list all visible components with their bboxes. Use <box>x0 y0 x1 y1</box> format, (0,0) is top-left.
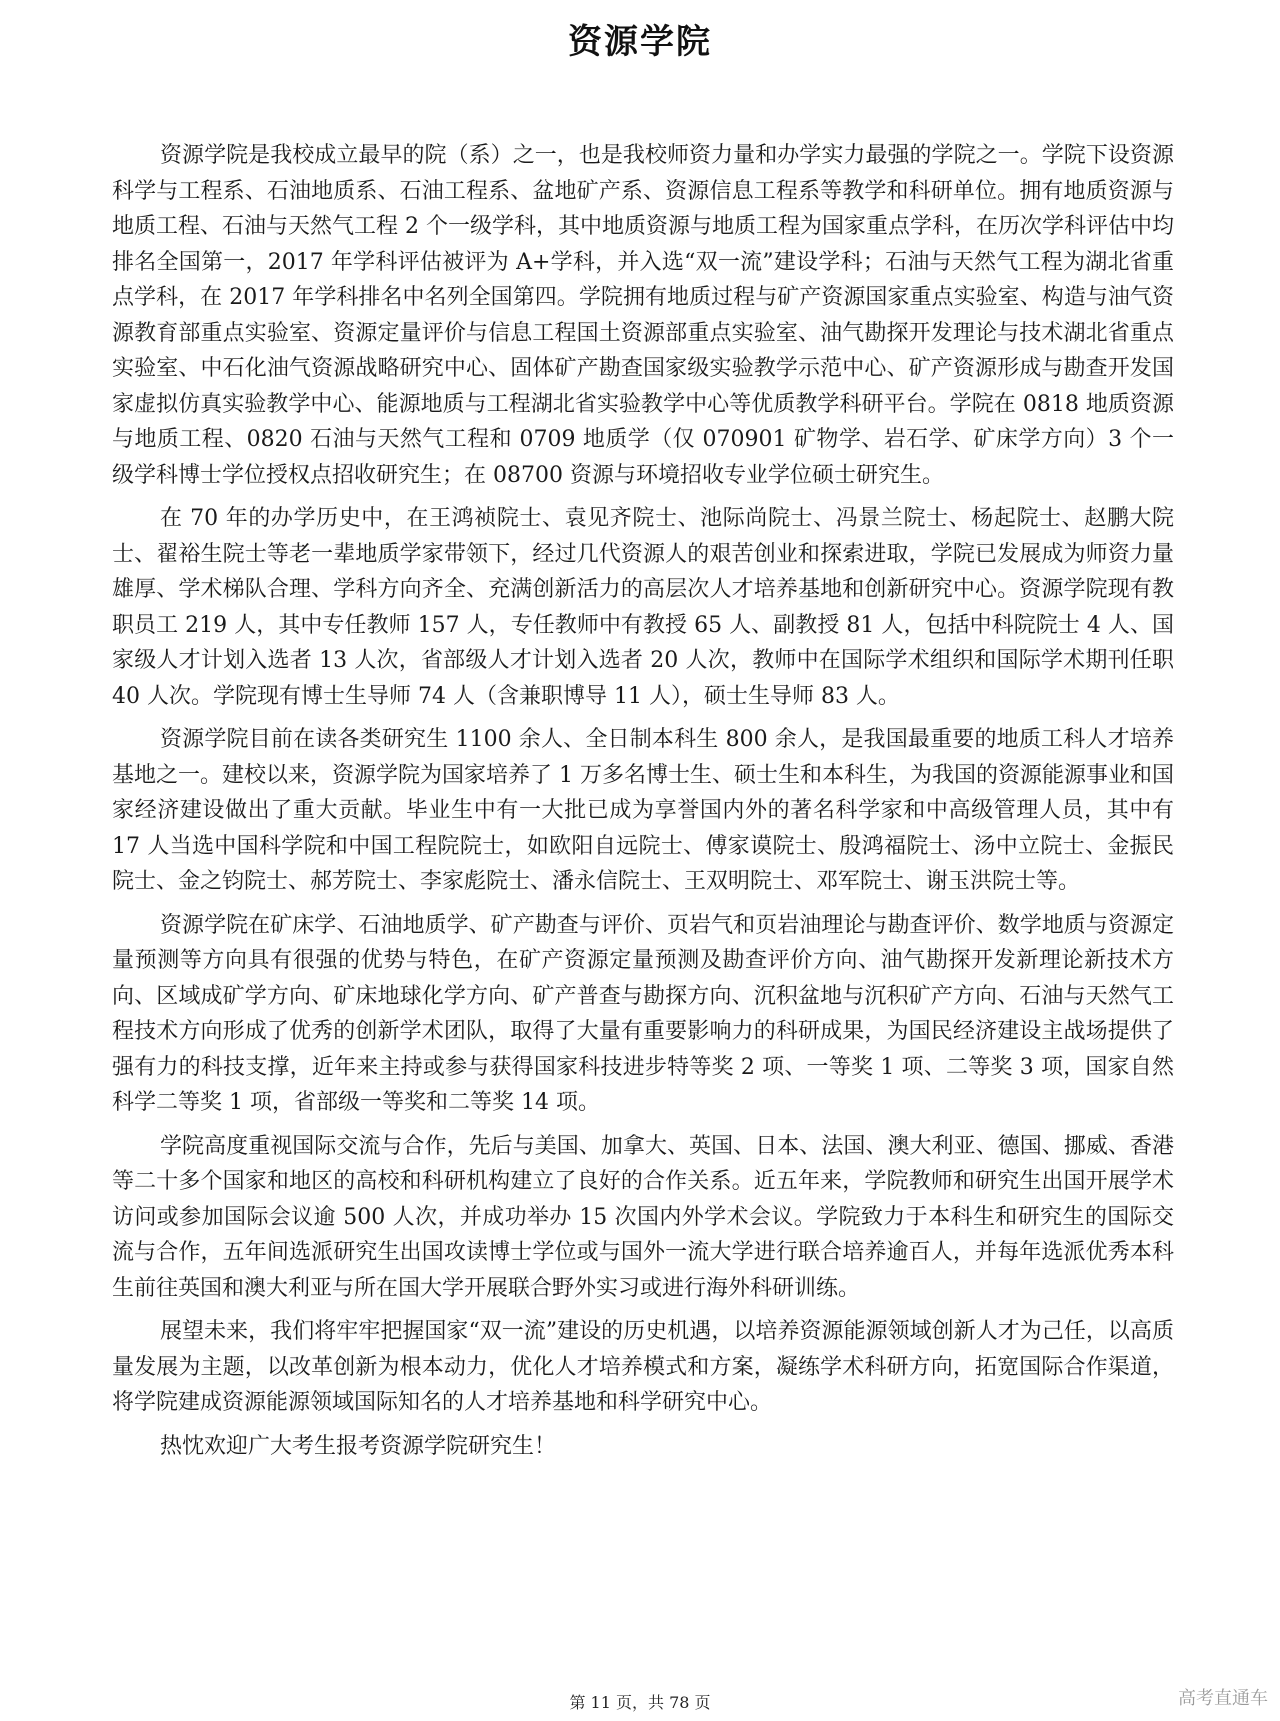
paragraph-intro: 资源学院是我校成立最早的院（系）之一，也是我校师资力量和办学实力最强的学院之一。学院下设资源科学与工程系、石油地质系、石油工程系、盆地矿产系、资源信息工程系等教学和科研单位。拥有地质资源与地质工程、石油与天然气工程 2 个一级学科，其中地质资源与地质工程为国家重点学科，在历次学科评估中均排名全国第一，2017 年学科评估被评为 A+学科，并入选“双一流”建设学科；石油与天然气工程为湖北省重点学科，在 2017 年学科排名中名列全国第四。学院拥有地质过程与矿产资源国家重点实验室、构造与油气资源教育部重点实验室、资源定量评价与信息工程国土资源部重点实验室、油气勘探开发理论与技术湖北省重点实验室、中石化油气资源战略研究中心、固体矿产勘查国家级实验教学示范中心、矿产资源形成与勘查开发国家虚拟仿真实验教学中心、能源地质与工程湖北省实验教学中心等优质教学科研平台。学院在 0818 地质资源与地质工程、0820 石油与天然气工程和 0709 地质学（仅 070901 矿物学、岩石学、矿床学方向）3 个一级学科博士学位授权点招收研究生；在 08700 资源与环境招收专业学位硕士研究生。 <box>112 143 1174 488</box>
page-footer: 第 11 页，共 78 页 <box>569 1693 711 1712</box>
paragraph-welcome: 热忱欢迎广大考生报考资源学院研究生！ <box>160 1433 557 1459</box>
page-title: 资源学院 <box>568 22 712 62</box>
paragraph-history: 在 70 年的办学历史中，在王鸿祯院士、袁见齐院士、池际尚院士、冯景兰院士、杨起院士、赵鹏大院士、翟裕生院士等老一辈地质学家带领下，经过几代资源人的艰苦创业和探索进取，学院已发展成为师资力量雄厚、学术梯队合理、学科方向齐全、充满创新活力的高层次人才培养基地和创新研究中心。资源学院现有教职员工 219 人，其中专任教师 157 人，专任教师中有教授 65 人、副教授 81 人，包括中科院院士 4 人、国家级人才计划入选者 13 人次，省部级人才计划入选者 20 人次，教师中在国际学术组织和国际学术期刊任职 40 人次。学院现有博士生导师 74 人（含兼职博导 11 人），硕士生导师 83 人。 <box>112 506 1174 709</box>
paragraph-research: 资源学院在矿床学、石油地质学、矿产勘查与评价、页岩气和页岩油理论与勘查评价、数学地质与资源定量预测等方向具有很强的优势与特色，在矿产资源定量预测及勘查评价方向、油气勘探开发新理论新技术方向、区域成矿学方向、矿床地球化学方向、矿产普查与勘探方向、沉积盆地与沉积矿产方向、石油与天然气工程技术方向形成了优秀的创新学术团队，取得了大量有重要影响力的科研成果，为国民经济建设主战场提供了强有力的科技支撑，近年来主持或参与获得国家科技进步特等奖 2 项、一等奖 1 项、二等奖 3 项，国家自然科学二等奖 1 项，省部级一等奖和二等奖 14 项。 <box>112 912 1174 1115</box>
paragraph-international: 学院高度重视国际交流与合作，先后与美国、加拿大、英国、日本、法国、澳大利亚、德国、挪威、香港等二十多个国家和地区的高校和科研机构建立了良好的合作关系。近五年来，学院教师和研究生出国开展学术访问或参加国际会议逾 500 人次，并成功举办 15 次国内外学术会议。学院致力于本科生和研究生的国际交流与合作，五年间选派研究生出国攻读博士学位或与国外一流大学进行联合培养逾百人，并每年选派优秀本科生前往英国和澳大利亚与所在国大学开展联合野外实习或进行海外科研训练。 <box>112 1133 1174 1301</box>
watermark-text: 高考直通车 <box>1178 1688 1268 1709</box>
paragraph-students: 资源学院目前在读各类研究生 1100 余人、全日制本科生 800 余人，是我国最重要的地质工科人才培养基地之一。建校以来，资源学院为国家培养了 1 万多名博士生、硕士生和本科生，为我国的资源能源事业和国家经济建设做出了重大贡献。毕业生中有一大批已成为享誉国内外的著名科学家和中高级管理人员，其中有 17 人当选中国科学院和中国工程院院士，如欧阳自远院士、傅家谟院士、殷鸿福院士、汤中立院士、金振民院士、金之钧院士、郝芳院士、李家彪院士、潘永信院士、王双明院士、邓军院士、谢玉洪院士等。 <box>112 727 1174 894</box>
document-body <box>112 138 1174 1472</box>
paragraph-outlook: 展望未来，我们将牢牢把握国家“双一流”建设的历史机遇，以培养资源能源领域创新人才为己任，以高质量发展为主题，以改革创新为根本动力，优化人才培养模式和方案，凝练学术科研方向，拓宽国际合作渠道，将学院建成资源能源领域国际知名的人才培养基地和科学研究中心。 <box>112 1319 1174 1415</box>
